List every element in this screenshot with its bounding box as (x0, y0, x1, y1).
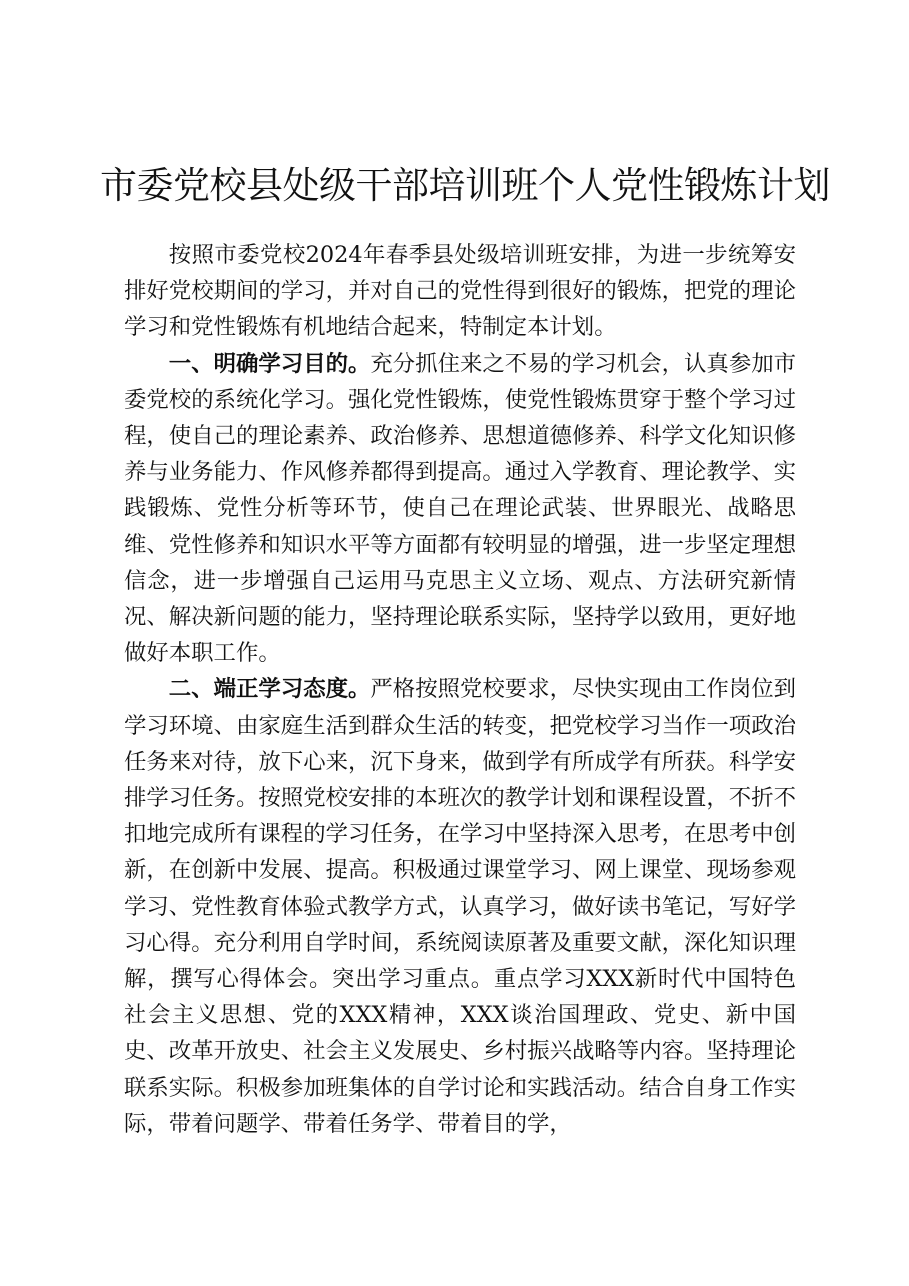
paragraph-section-2 (124, 671, 796, 1142)
document-title: 市委党校县处级干部培训班个人党性锻炼计划 (100, 164, 830, 207)
section-2-heading: 二、端正学习态度。 (168, 676, 371, 703)
section-1-text: 充分抓住来之不易的学习机会，认真参加市委党校的系统化学习。强化党性锻炼，使党性锻炼贯穿于整个学习过程，使自己的理论素养、政治修养、思想道德修养、科学文化知识修养与业务能力、作风修养都得到提高。通过入学教育、理论教学、实践锻炼、党性分析等环节，使自己在理论武装、世界眼光、战略思维、党性修养和知识水平等方面都有较明显的增强，进一步坚定理想信念，进一步增强自己运用马克思主义立场、观点、方法研究新情况、解决新问题的能力，坚持理论联系实际，坚持学以致用，更好地做好本职工作。 (124, 350, 797, 667)
paragraph-section-1 (124, 346, 796, 672)
document-body (124, 237, 796, 1142)
section-1-heading: 一、明确学习目的。 (168, 350, 371, 377)
paragraph-intro (124, 237, 796, 346)
paragraph-intro-text: 按照市委党校2024年春季县处级培训班安排，为进一步统筹安排好党校期间的学习，并对自己的党性得到很好的锻炼，把党的理论学习和党性锻炼有机地结合起来，特制定本计划。 (124, 242, 796, 341)
section-2-text: 严格按照党校要求，尽快实现由工作岗位到学习环境、由家庭生活到群众生活的转变，把党校学习当作一项政治任务来对待，放下心来，沉下身来，做到学有所成学有所获。科学安排学习任务。按照党校安排的本班次的教学计划和课程设置，不折不扣地完成所有课程的学习任务，在学习中坚持深入思考，在思考中创新，在创新中发展、提高。积极通过课堂学习、网上课堂、现场参观学习、党性教育体验式教学方式，认真学习，做好读书笔记，写好学习心得。充分利用自学时间，系统阅读原著及重要文献，深化知识理解，撰写心得体会。突出学习重点。重点学习XXX新时代中国特色社会主义思想、党的XXX精神，XXX谈治国理政、党史、新中国史、改革开放史、社会主义发展史、乡村振兴战略等内容。坚持理论联系实际。积极参加班集体的自学讨论和实践活动。结合自身工作实际，带着问题学、带着任务学、带着目的学， (124, 676, 797, 1137)
